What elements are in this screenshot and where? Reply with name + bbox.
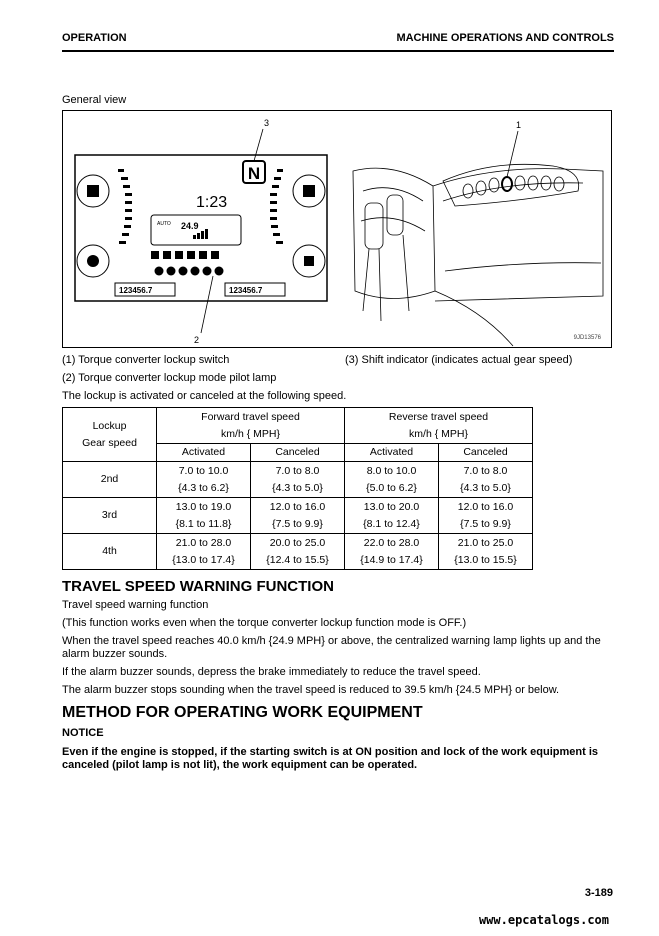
- header-section-title: OPERATION: [62, 32, 127, 44]
- speed-cell: 7.0 to 8.0 {4.3 to 5.0}: [251, 462, 345, 498]
- speed-cell: 8.0 to 10.0 {5.0 to 6.2}: [345, 462, 439, 498]
- gear-cell: 2nd: [63, 462, 157, 498]
- travel-p3b: alarm buzzer sounds.: [62, 648, 168, 660]
- figure-code: 9JD13576: [573, 335, 601, 341]
- speed-cell: 12.0 to 16.0 {7.5 to 9.9}: [439, 498, 533, 534]
- speed-cell: 22.0 to 28.0 {14.9 to 17.4}: [345, 534, 439, 570]
- callout-2: 2: [194, 335, 200, 345]
- table-corner-cell: Lockup Gear speed: [63, 408, 157, 462]
- notice-line-2: canceled (pilot lamp is not lit), the work equipment can be operated.: [62, 759, 418, 771]
- table-row: [63, 534, 533, 570]
- steering-console-illustration: [353, 164, 603, 346]
- notice-label: NOTICE: [62, 727, 104, 739]
- travel-p4: If the alarm buzzer sounds, depress the brake immediately to reduce the travel speed.: [62, 666, 481, 678]
- reverse-speed-header: Reverse travel speed km/h { MPH}: [345, 408, 533, 444]
- subheader-rev-canceled: Canceled: [439, 444, 533, 462]
- callout-1: 1: [516, 120, 522, 130]
- travel-p1: Travel speed warning function: [62, 599, 209, 611]
- left-gauge-icon: [87, 185, 99, 197]
- odometer-left: 123456.7: [119, 286, 153, 295]
- speed-cell: 7.0 to 8.0 {4.3 to 5.0}: [439, 462, 533, 498]
- table-row: [63, 462, 533, 498]
- gear-cell: 4th: [63, 534, 157, 570]
- gear-cell: 3rd: [63, 498, 157, 534]
- engine-gauge-icon: [87, 255, 99, 267]
- shift-indicator-gear: N: [247, 164, 261, 183]
- subheader-fwd-canceled: Canceled: [251, 444, 345, 462]
- subheader-fwd-activated: Activated: [157, 444, 251, 462]
- speed-display: 24.9: [181, 221, 199, 231]
- figure-drawing: [63, 111, 613, 349]
- lockup-speed-table: [62, 407, 533, 570]
- instrument-panel-illustration: [75, 118, 327, 345]
- clock-display: 1:23: [196, 194, 228, 211]
- header-chapter-title: MACHINE OPERATIONS AND CONTROLS: [396, 32, 614, 44]
- speed-cell: 21.0 to 28.0 {13.0 to 17.4}: [157, 534, 251, 570]
- work-equipment-heading: METHOD FOR OPERATING WORK EQUIPMENT: [62, 704, 423, 721]
- general-view-figure: [62, 110, 612, 348]
- auto-mode-label: AUTO: [157, 221, 171, 227]
- fuel-gauge-icon: [303, 185, 315, 197]
- speed-cell: 20.0 to 25.0 {12.4 to 15.5}: [251, 534, 345, 570]
- temp-gauge-icon: [304, 256, 314, 266]
- lockup-intro: The lockup is activated or canceled at the following speed.: [62, 390, 347, 402]
- legend-item-2: (2) Torque converter lockup mode pilot lamp: [62, 372, 277, 384]
- speed-cell: 13.0 to 19.0 {8.1 to 11.8}: [157, 498, 251, 534]
- legend-item-3: (3) Shift indicator (indicates actual gear speed): [345, 354, 573, 366]
- travel-p5: The alarm buzzer stops sounding when the travel speed is reduced to 39.5 km/h {24.5 MPH} or below.: [62, 684, 560, 696]
- callout-3: 3: [264, 118, 270, 128]
- travel-p3a: When the travel speed reaches 40.0 km/h {24.9 MPH} or above, the centralized warning lamp lights up and the: [62, 635, 601, 647]
- subheader-rev-activated: Activated: [345, 444, 439, 462]
- speed-cell: 7.0 to 10.0 {4.3 to 6.2}: [157, 462, 251, 498]
- header-rule: [62, 50, 614, 52]
- odometer-right: 123456.7: [229, 286, 263, 295]
- travel-speed-heading: TRAVEL SPEED WARNING FUNCTION: [62, 578, 334, 595]
- table-row: [63, 498, 533, 534]
- travel-p2: (This function works even when the torque converter lockup function mode is OFF.): [62, 617, 467, 629]
- notice-line-1: Even if the engine is stopped, if the starting switch is at ON position and lock of the work equipment is: [62, 746, 599, 758]
- speed-cell: 12.0 to 16.0 {7.5 to 9.9}: [251, 498, 345, 534]
- figure-caption: General view: [62, 94, 127, 106]
- page-number: 3-189: [584, 887, 613, 899]
- speed-cell: 13.0 to 20.0 {8.1 to 12.4}: [345, 498, 439, 534]
- forward-speed-header: Forward travel speed km/h { MPH}: [157, 408, 345, 444]
- site-watermark: www.epcatalogs.com: [478, 913, 609, 927]
- legend-item-1: (1) Torque converter lockup switch: [62, 354, 230, 366]
- lockup-switch: [502, 177, 512, 191]
- speed-cell: 21.0 to 25.0 {13.0 to 15.5}: [439, 534, 533, 570]
